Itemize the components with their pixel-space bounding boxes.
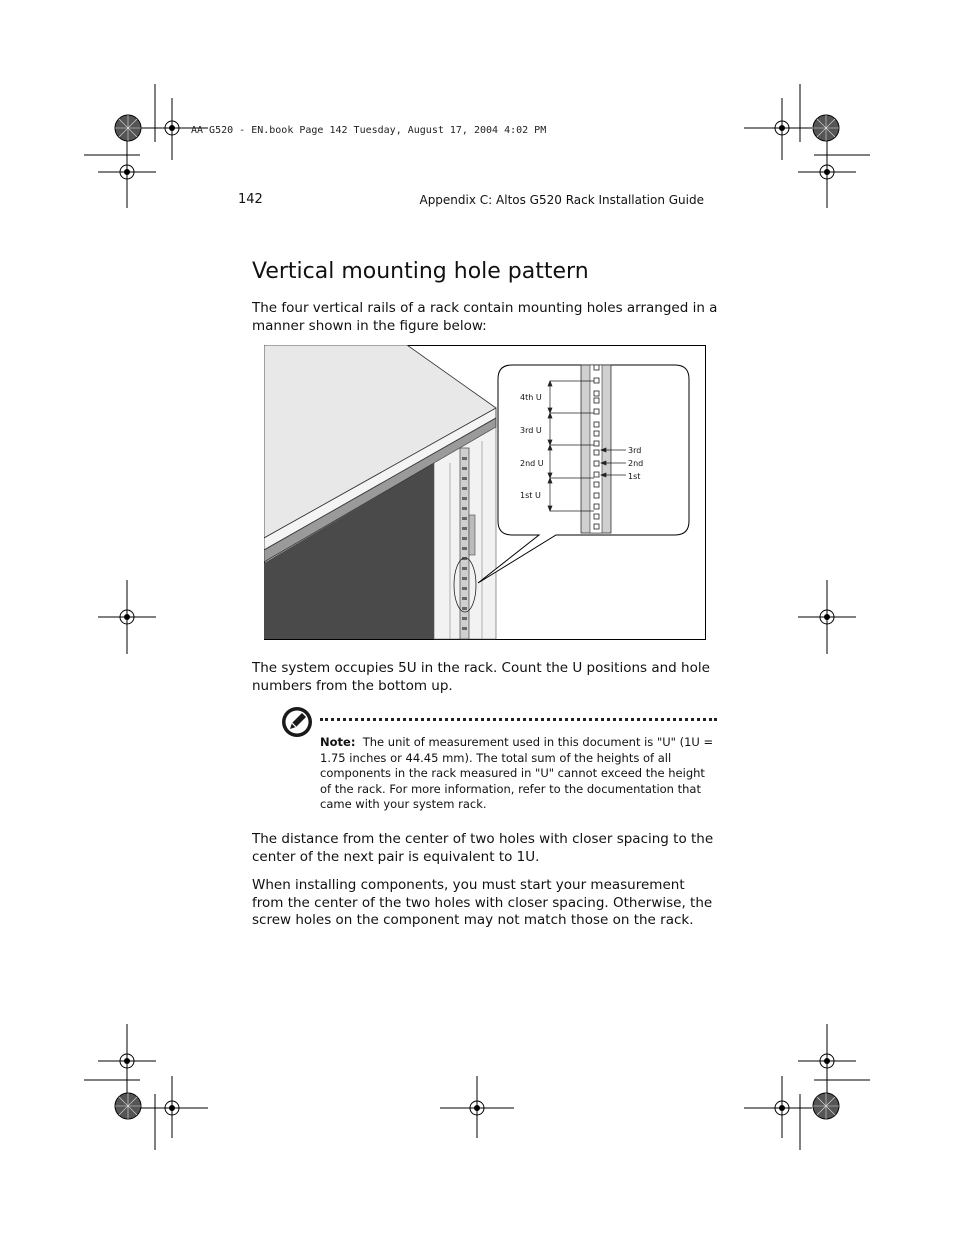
note-divider (320, 718, 717, 721)
u-label-3rd: 3rd U (520, 426, 542, 435)
print-slug-line: AA G520 - EN.book Page 142 Tuesday, August 17, 2004 4:02 PM (191, 125, 547, 136)
hole-label-2nd: 2nd (628, 459, 644, 468)
page-number: 142 (238, 192, 263, 207)
note-label: Note: (320, 735, 356, 749)
note-body: The unit of measurement used in this document is "U" (1U = 1.75 inches or 44.45 mm). The total sum of the heights of all components in the rack measured in "U" cannot exceed the height of the rack. For more information, refer to the documentation that came with your system rack. (320, 735, 714, 811)
hole-label-3rd: 3rd (628, 446, 642, 455)
installing-paragraph: When installing components, you must start your measurement from the center of the two holes with closer spacing. Otherwise, the screw holes on the component may not match those on the rack. (252, 877, 713, 928)
u-label-2nd: 2nd U (520, 459, 544, 468)
rack-mounting-hole-figure (264, 345, 706, 640)
u-label-1st: 1st U (520, 491, 541, 500)
section-title: Vertical mounting hole pattern (252, 259, 589, 284)
occupancy-paragraph: The system occupies 5U in the rack. Count the U positions and hole numbers from the bottom up. (252, 660, 710, 694)
note-text (320, 735, 715, 813)
intro-paragraph: The four vertical rails of a rack contain mounting holes arranged in a manner shown in the figure below: (252, 300, 718, 334)
distance-paragraph: The distance from the center of two holes with closer spacing to the center of the next pair is equivalent to 1U. (252, 831, 714, 865)
u-label-4th: 4th U (520, 393, 542, 402)
hole-label-1st: 1st (628, 472, 641, 481)
running-header: Appendix C: Altos G520 Rack Installation Guide (419, 193, 704, 207)
note-pencil-icon (281, 706, 313, 738)
